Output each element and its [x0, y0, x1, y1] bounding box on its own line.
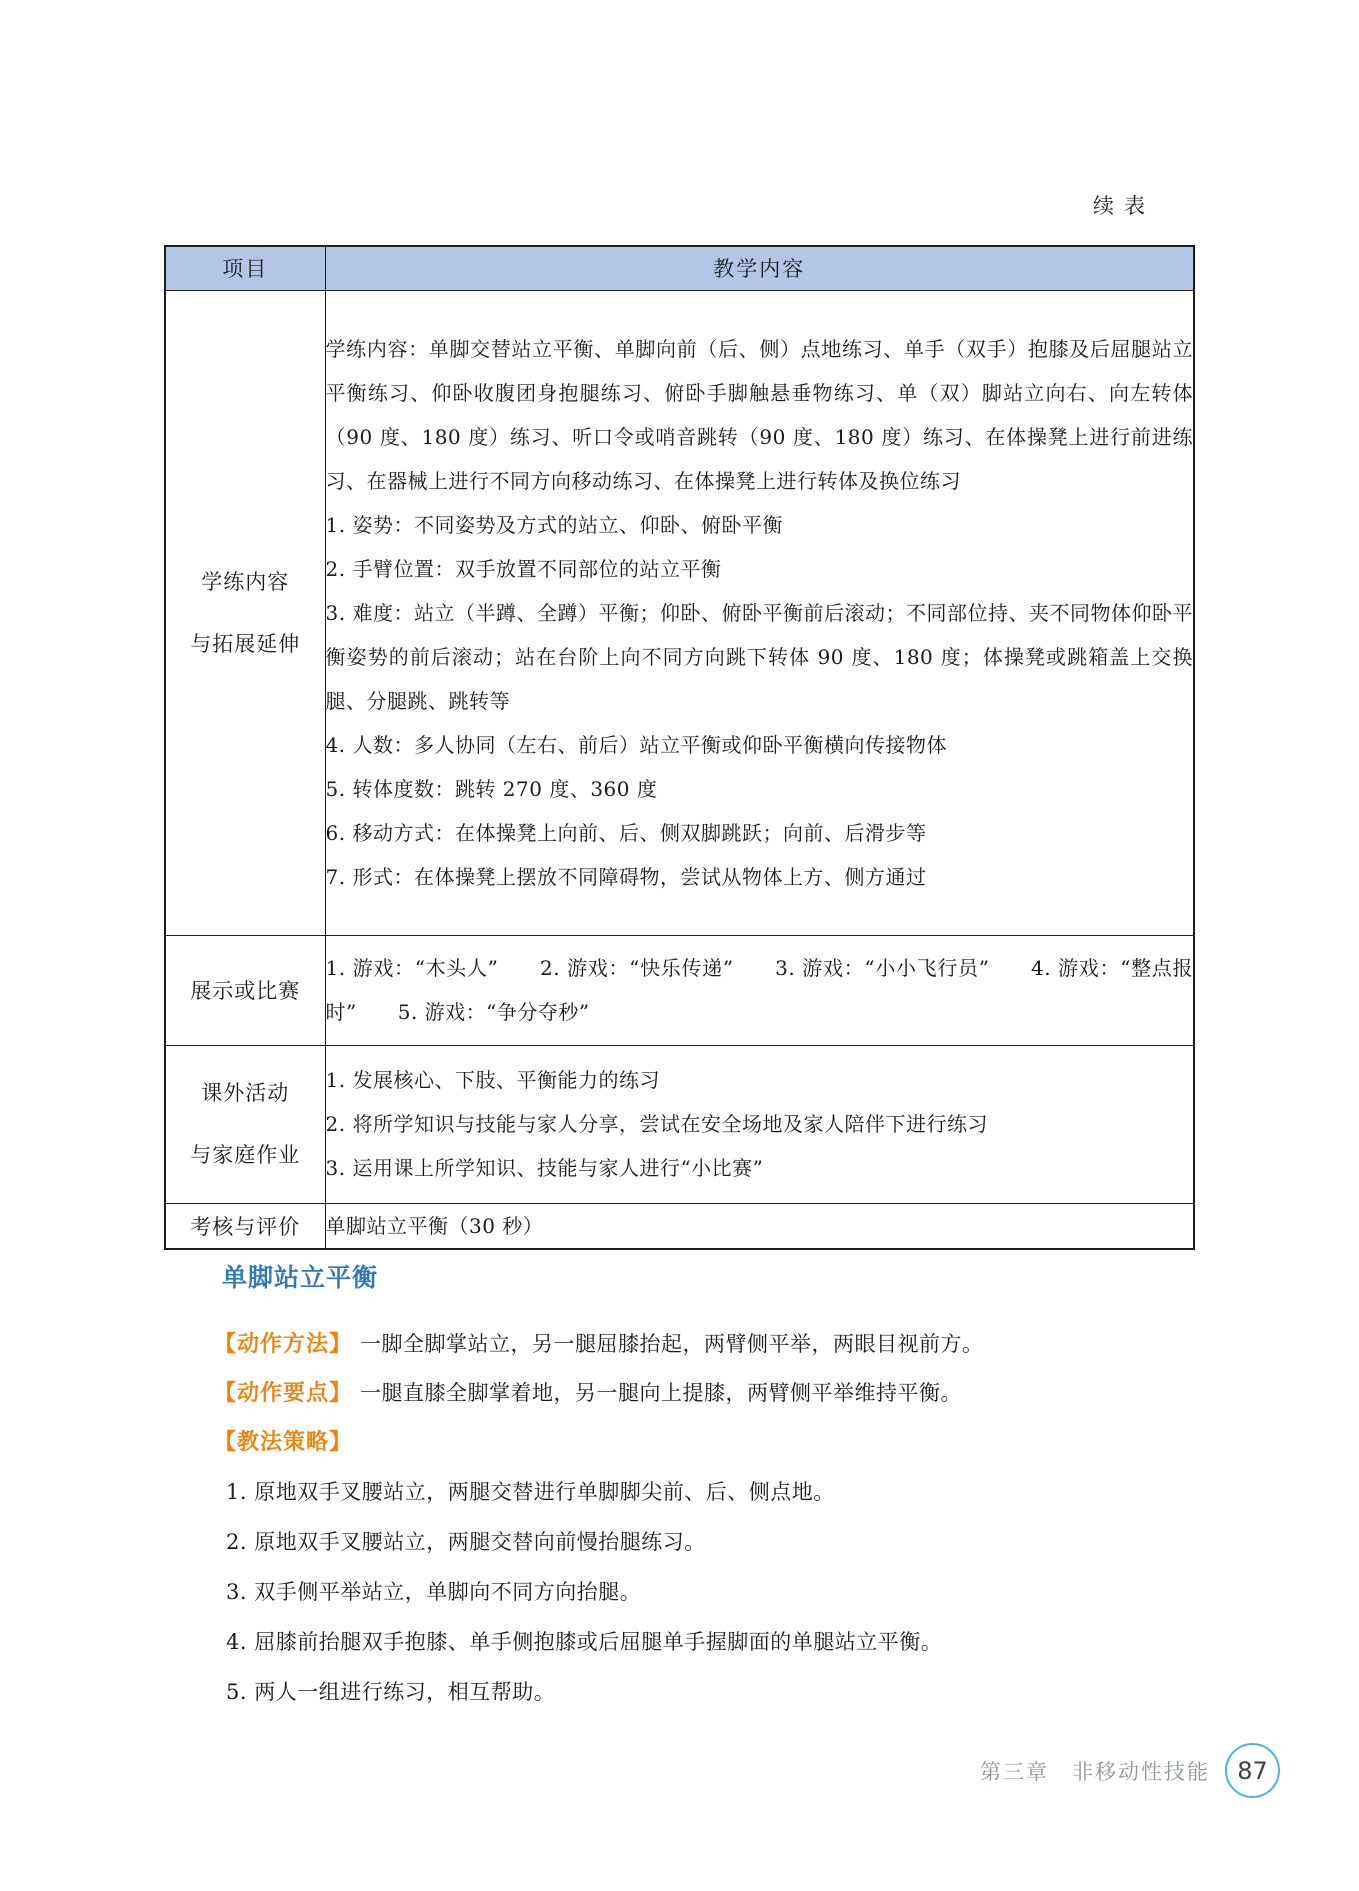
- strategy-item: 3. 双手侧平举站立，单脚向不同方向抬腿。: [226, 1580, 642, 1604]
- page-number: 87: [1237, 1756, 1268, 1785]
- row-label-learning-content: [165, 290, 325, 935]
- paragraph: 2. 手臂位置：双手放置不同部位的站立平衡: [325, 556, 722, 581]
- paragraph: 2. 将所学知识与技能与家人分享，尝试在安全场地及家人陪伴下进行练习: [325, 1112, 988, 1136]
- table-header-row: [165, 246, 1194, 290]
- paragraph: 3. 难度：站立（半蹲、全蹲）平衡；仰卧、俯卧平衡前后滚动；不同部位持、夹不同物体仰卧平衡姿势的前后滚动；站在台阶上向不同方向跳下转体 90 度、180 度；体操凳或跳箱盖上交换腿、分腿跳、跳转等: [325, 600, 1193, 713]
- row-label-line: 展示或比赛: [190, 979, 301, 1003]
- single-leg-balance-section: [164, 1258, 1204, 1717]
- table-row-show-or-compete: [165, 935, 1194, 1045]
- row-content-homework: [325, 1045, 1194, 1203]
- strategy-item: 4. 屈膝前抬腿双手抱膝、单手侧抱膝或后屈腿单手握脚面的单腿站立平衡。: [226, 1630, 943, 1654]
- paragraph: 6. 移动方式：在体操凳上向前、后、侧双脚跳跃；向前、后滑步等: [325, 820, 927, 845]
- section-title: 单脚站立平衡: [222, 1263, 379, 1292]
- row-label-line: 学练内容: [201, 569, 290, 594]
- row-label-line: 与家庭作业: [190, 1143, 301, 1167]
- teaching-strategy-block: [214, 1418, 1204, 1467]
- action-method-label: 【动作方法】: [214, 1332, 353, 1357]
- row-label-line: 课外活动: [201, 1081, 290, 1105]
- row-content-assessment: [325, 1203, 1194, 1249]
- table-row-learning-content: [165, 290, 1194, 935]
- row-label-show-or-compete: [165, 935, 325, 1045]
- row-content-learning-content: [325, 290, 1194, 935]
- teaching-content-table: [164, 245, 1195, 1250]
- row-label-assessment: [165, 1203, 325, 1249]
- page-number-badge: [1225, 1743, 1280, 1798]
- paragraph: 单脚站立平衡（30 秒）: [325, 1213, 544, 1238]
- row-label-line: 考核与评价: [190, 1214, 301, 1239]
- continued-table-label: 续表: [1093, 194, 1155, 218]
- table-header-teaching-content: 教学内容: [325, 246, 1194, 290]
- row-content-show-or-compete: [325, 935, 1194, 1045]
- table-row-homework: [165, 1045, 1194, 1203]
- table-header-item: 项目: [165, 246, 325, 290]
- page-footer: [980, 1743, 1280, 1798]
- strategy-item: 5. 两人一组进行练习，相互帮助。: [226, 1680, 556, 1704]
- paragraph: 7. 形式：在体操凳上摆放不同障碍物，尝试从物体上方、侧方通过: [325, 864, 927, 889]
- paragraph: 1. 游戏：“木头人” 2. 游戏：“快乐传递” 3. 游戏：“小小飞行员” 4. 游戏：“整点报时” 5. 游戏：“争分夺秒”: [325, 956, 1193, 1024]
- action-method-block: [214, 1320, 1204, 1369]
- strategy-item: 2. 原地双手叉腰站立，两腿交替向前慢抬腿练习。: [226, 1530, 706, 1554]
- teaching-strategy-label: 【教法策略】: [214, 1430, 353, 1455]
- table-row-assessment: [165, 1203, 1194, 1249]
- paragraph: 学练内容：单脚交替站立平衡、单脚向前（后、侧）点地练习、单手（双手）抱膝及后屈腿站立平衡练习、仰卧收腹团身抱腿练习、俯卧手脚触悬垂物练习、单（双）脚站立向右、向左转体（90 度、180 度）练习、听口令或哨音跳转（90 度、180 度）练习、在体操凳上进行前进练习、在器械上进行不同方向移动练习、在体操凳上进行转体及换位练习: [325, 336, 1193, 493]
- action-method-text: 一脚全脚掌站立，另一腿屈膝抬起，两臂侧平举，两眼目视前方。: [360, 1332, 984, 1356]
- row-label-homework: [165, 1045, 325, 1203]
- action-keypoint-block: [214, 1369, 1204, 1418]
- paragraph: 5. 转体度数：跳转 270 度、360 度: [325, 776, 658, 801]
- paragraph: 1. 发展核心、下肢、平衡能力的练习: [325, 1068, 660, 1092]
- paragraph: 1. 姿势：不同姿势及方式的站立、仰卧、俯卧平衡: [325, 512, 783, 537]
- action-keypoint-label: 【动作要点】: [214, 1381, 353, 1406]
- action-keypoint-text: 一腿直膝全脚掌着地，另一腿向上提膝，两臂侧平举维持平衡。: [360, 1381, 963, 1405]
- strategy-item: 1. 原地双手叉腰站立，两腿交替进行单脚脚尖前、后、侧点地。: [226, 1480, 835, 1504]
- paragraph: 4. 人数：多人协同（左右、前后）站立平衡或仰卧平衡横向传接物体: [325, 732, 947, 757]
- row-label-line: 与拓展延伸: [190, 631, 301, 656]
- paragraph: 3. 运用课上所学知识、技能与家人进行“小比赛”: [325, 1156, 764, 1180]
- footer-chapter-title: 第三章 非移动性技能: [980, 1759, 1210, 1784]
